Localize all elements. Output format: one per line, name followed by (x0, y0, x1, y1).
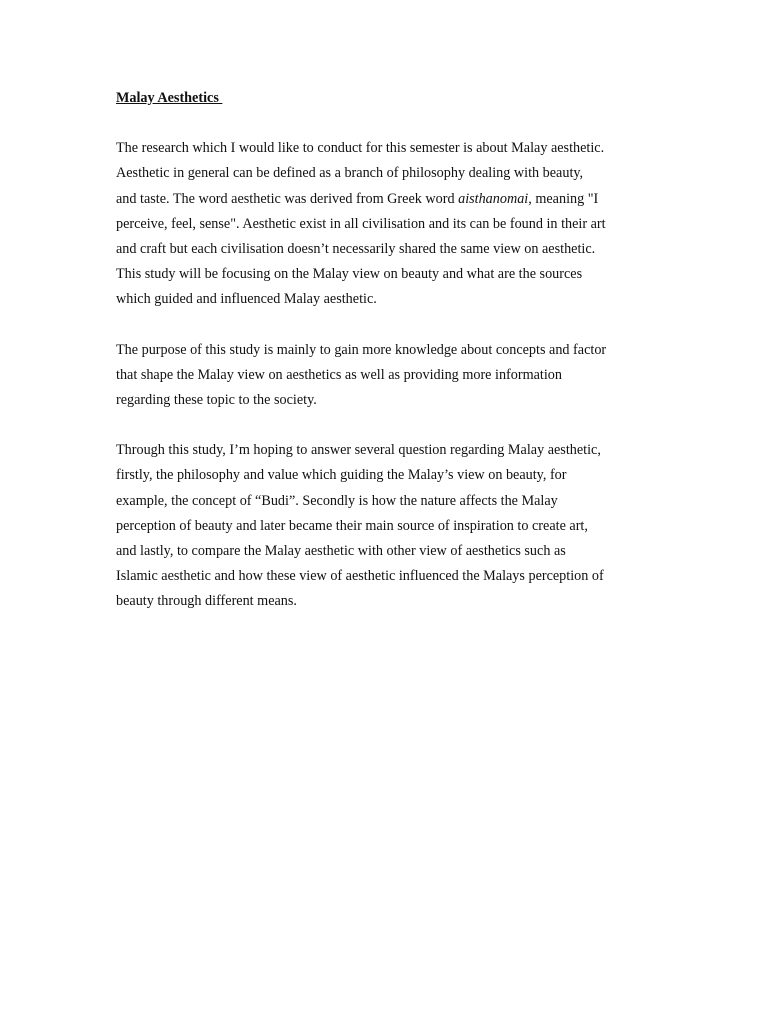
paragraph-line: Islamic aesthetic and how these view of aesthetic influenced the Malays perception of (116, 568, 604, 585)
paragraph-questions (116, 438, 656, 614)
paragraph-line: firstly, the philosophy and value which guiding the Malay’s view on beauty, for (116, 467, 567, 484)
paragraph-line: perceive, feel, sense". Aesthetic exist in all civilisation and its can be found in their art (116, 215, 606, 232)
paragraph-purpose (116, 338, 656, 414)
paragraph-line: The purpose of this study is mainly to gain more knowledge about concepts and factor (116, 341, 607, 358)
italic-term: aisthanomai (458, 190, 529, 207)
line-segment: , meaning "I (528, 190, 599, 207)
paragraph-line: Through this study, I’m hoping to answer several question regarding Malay aesthetic, (116, 442, 601, 459)
paragraph-line: and lastly, to compare the Malay aesthetic with other view of aesthetics such as (116, 543, 566, 560)
paragraph-line: beauty through different means. (116, 593, 297, 610)
paragraph-line: Aesthetic in general can be defined as a branch of philosophy dealing with beauty, (116, 165, 584, 182)
paragraph-line: which guided and influenced Malay aesthetic. (116, 291, 377, 308)
paragraph-intro (116, 136, 656, 312)
paragraph-line-with-italic (116, 187, 656, 212)
paragraph-line: example, the concept of “Budi”. Secondly is how the nature affects the Malay (116, 492, 558, 509)
paragraph-line: This study will be focusing on the Malay view on beauty and what are the sources (116, 266, 583, 283)
paragraph-line: that shape the Malay view on aesthetics as well as providing more information (116, 366, 562, 383)
document-title: Malay Aesthetics (116, 90, 223, 106)
paragraph-line: perception of beauty and later became their main source of inspiration to create art, (116, 517, 588, 534)
line-segment: and taste. The word aesthetic was derived from Greek word (116, 190, 459, 207)
paragraph-line: regarding these topic to the society. (116, 392, 317, 409)
document-content (116, 86, 656, 640)
paragraph-line: and craft but each civilisation doesn’t necessarily shared the same view on aesthetic. (116, 241, 596, 258)
paragraph-line: The research which I would like to conduct for this semester is about Malay aesthetic. (116, 140, 605, 157)
